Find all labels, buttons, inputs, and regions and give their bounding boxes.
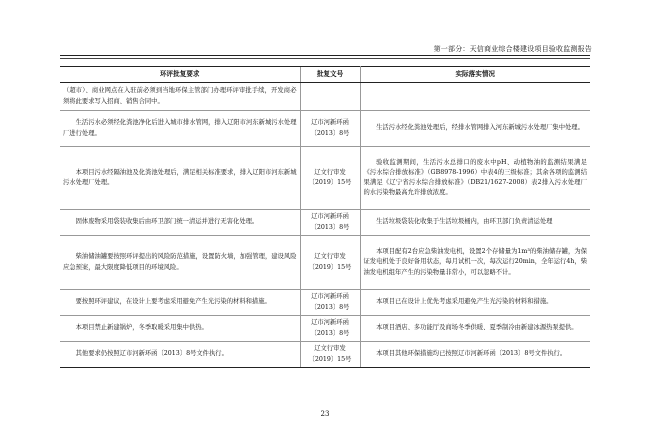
table-row (60, 342, 590, 368)
table-row (60, 210, 590, 236)
row-implementation (360, 83, 590, 111)
header-requirement: 环评批复要求 (60, 67, 300, 83)
row-requirement: 柴油储油罐要按照环评提出的风险防范措施，设置防火墙，加强管理，建设风险应急预案，最大限度降低项目的环境风险。 (60, 236, 300, 290)
row-requirement: 本项目禁止新建锅炉，冬季取暖采用集中供热。 (60, 316, 300, 342)
row-doc-number (300, 83, 360, 111)
header-implementation: 实际落实情况 (360, 67, 590, 83)
row-implementation: 生活垃圾袋装化收集于生活垃圾桶内，由环卫部门负责清运处理 (360, 210, 590, 236)
row-requirement: 要按照环评建议，在设计上要考虑采用避免产生光污染的材料和措施。 (60, 290, 300, 316)
table-row (60, 316, 590, 342)
row-doc-number: 辽文行审发 〔2019〕15号 (300, 236, 360, 290)
header-doc-number: 批复文号 (300, 67, 360, 83)
row-implementation: 本项目其他环保措施均已按照辽市河新环函〔2013〕8号文件执行。 (360, 342, 590, 368)
row-implementation: 验收监测期间，生活污水总排口的废水中pH、动植物油的监测结果满足《污水综合排放标准》（GB8978-1996）中表4的三级标准；其余各项的监测结果满足《辽宁省污水综合排放标准》（DB21/1627-2008）表2排入污水处理厂的水污染物最高允许排放浓度。 (360, 147, 590, 210)
table-row (60, 236, 590, 290)
row-requirement: （超市）、商业网点在入驻前必须到当地环保主管部门办理环评审批手续，开发商必须将此要求写入招商、销售合同中。 (60, 83, 300, 111)
row-doc-number: 辽文行审发 〔2019〕15号 (300, 147, 360, 210)
table-row (60, 147, 590, 210)
row-requirement: 固体废物采用袋装收集后由环卫部门统一清运并进行无害化处理。 (60, 210, 300, 236)
row-requirement: 生活污水必须经化粪池净化后进入城市排水管网，排入辽阳市河东新城污水处理厂进行处理。 (60, 111, 300, 147)
table-header-row (60, 67, 590, 83)
page-number: 23 (320, 410, 330, 418)
row-implementation: 本项目已在设计上优先考虑采用避免产生光污染的材料和措施。 (360, 290, 590, 316)
table-row (60, 111, 590, 147)
header-rule-thick (60, 55, 590, 56)
table-row (60, 290, 590, 316)
table-row (60, 83, 590, 111)
header-rule-thin (60, 58, 590, 59)
row-doc-number: 辽市河新环函 〔2013〕8号 (300, 210, 360, 236)
row-requirement: 本项目污水经隔油池及化粪池处理后，满足相关标准要求，排入辽阳市河东新城污水处理厂处理。 (60, 147, 300, 210)
row-doc-number: 辽市河新环函 〔2013〕8号 (300, 290, 360, 316)
row-implementation: 本项目酒店、多功能厅及商场冬季供暖、夏季制冷由新建冰源热泵提供。 (360, 316, 590, 342)
page-header-title: 第一部分：天信商业综合楼建设项目验收监测报告 (433, 45, 592, 53)
row-implementation: 生活污水经化粪池处理后，经排水管网排入河东新城污水处理厂集中处理。 (360, 111, 590, 147)
row-doc-number: 辽市河新环函 〔2013〕8号 (300, 111, 360, 147)
row-doc-number: 辽市河新环函 〔2013〕8号 (300, 316, 360, 342)
row-requirement: 其他要求仍按照辽市河新环函〔2013〕8号文件执行。 (60, 342, 300, 368)
row-doc-number: 辽文行审发 〔2019〕15号 (300, 342, 360, 368)
row-implementation: 本项目配有2台应急柴油发电机，设置2个存储量为1m³的柴油储存罐，为保证发电机处于良好备用状态，每月试机一次，每次运行20min，全年运行4h，柴油发电机组年产生的污染物量非常小，可以忽略不计。 (360, 236, 590, 290)
approval-requirements-table (60, 66, 590, 368)
